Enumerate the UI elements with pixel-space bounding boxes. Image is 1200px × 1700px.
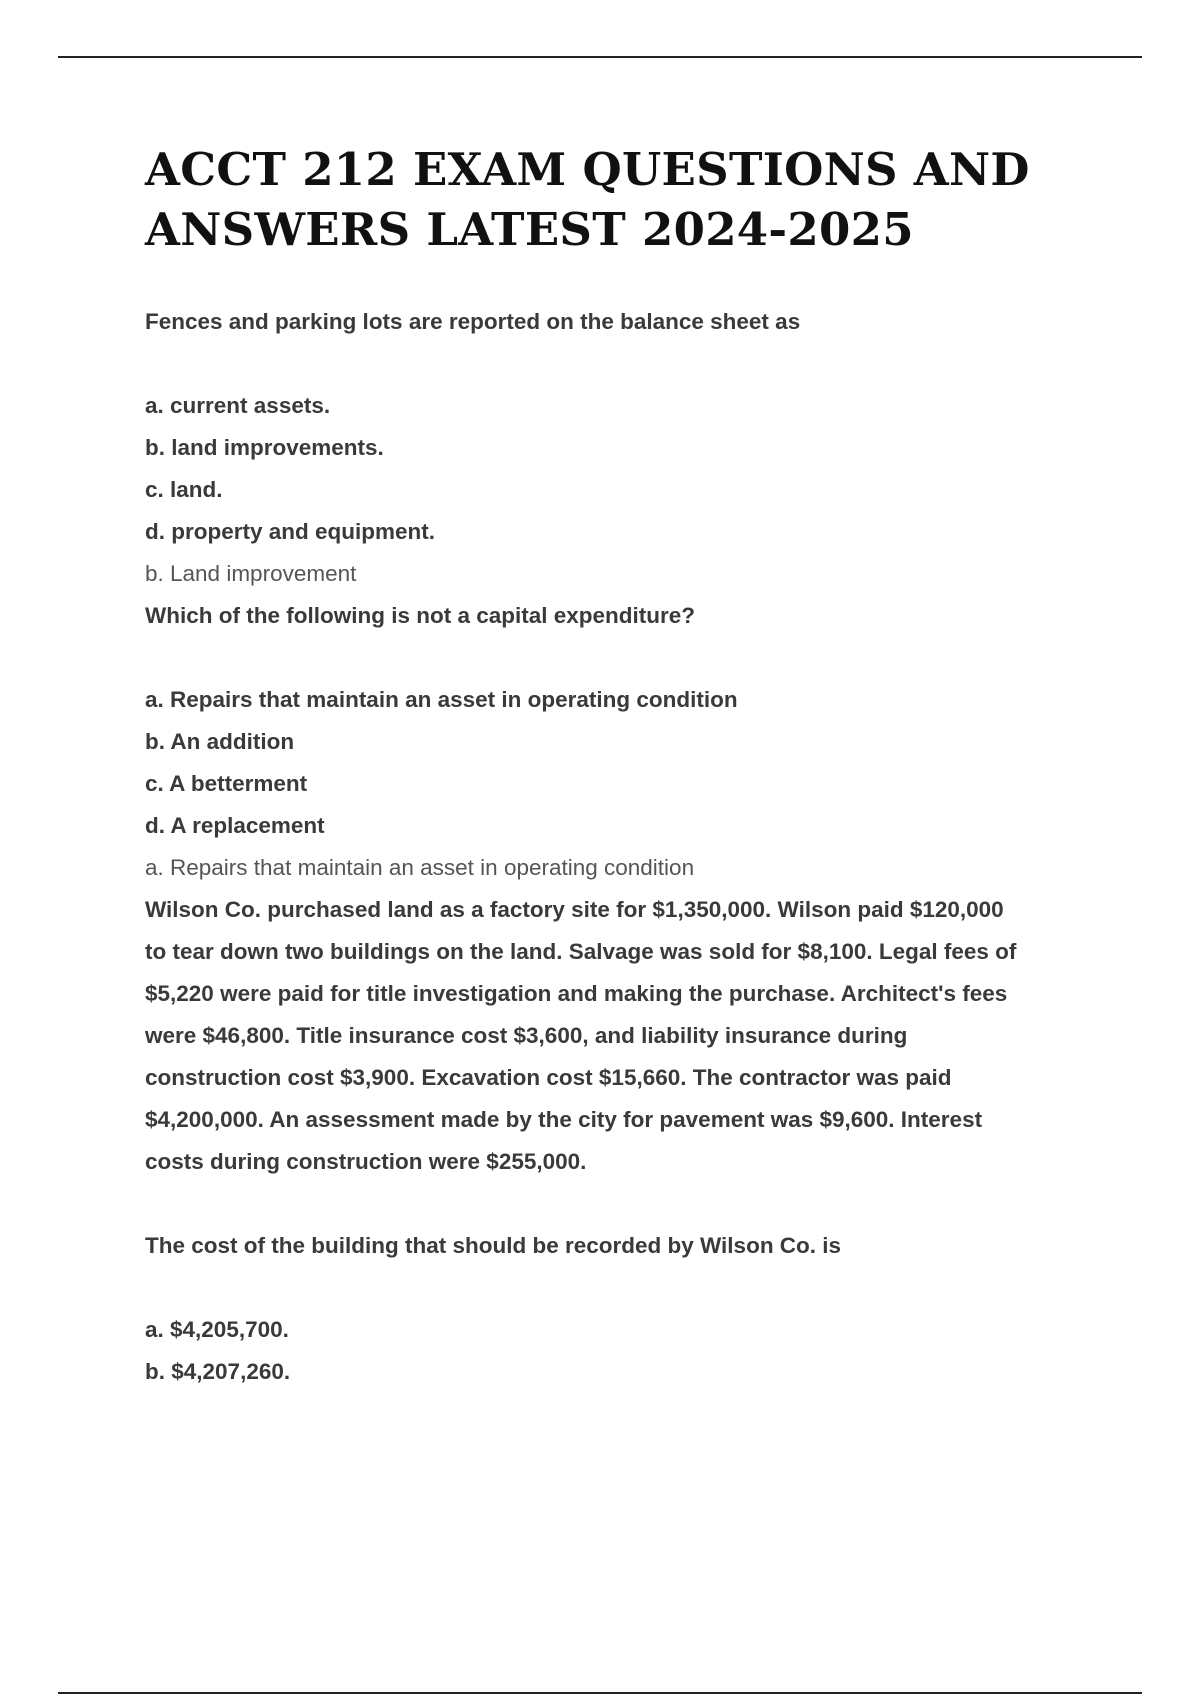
question-3-stem-line: Wilson Co. purchased land as a factory site for $1,350,000. Wilson paid $120,000 bbox=[145, 897, 1004, 922]
question-2-option-c: c. A betterment bbox=[145, 771, 308, 796]
title-line-1: ACCT 212 EXAM QUESTIONS AND bbox=[145, 143, 1030, 196]
header-rule bbox=[58, 56, 1142, 58]
question-2-text: Which of the following is not a capital expenditure? bbox=[145, 603, 696, 628]
spacer bbox=[145, 637, 1105, 679]
question-3-stem-line: $5,220 were paid for title investigation and making the purchase. Architect's fees bbox=[145, 981, 1008, 1006]
footer-rule bbox=[58, 1692, 1142, 1694]
question-2-option-b: b. An addition bbox=[145, 729, 295, 754]
question-3-option-a: a. $4,205,700. bbox=[145, 1317, 289, 1342]
spacer bbox=[145, 1183, 1105, 1225]
question-3-stem-line: costs during construction were $255,000. bbox=[145, 1149, 587, 1174]
title-line-2: ANSWERS LATEST 2024-2025 bbox=[145, 203, 914, 256]
spacer bbox=[145, 1267, 1105, 1309]
question-1-option-a: a. current assets. bbox=[145, 393, 331, 418]
spacer bbox=[145, 343, 1105, 385]
question-3-option-b: b. $4,207,260. bbox=[145, 1359, 291, 1384]
document-body bbox=[145, 140, 1105, 1393]
question-2-answer: a. Repairs that maintain an asset in operating condition bbox=[145, 855, 695, 880]
question-3-stem-line: to tear down two buildings on the land. Salvage was sold for $8,100. Legal fees of bbox=[145, 939, 1017, 964]
question-1-option-c: c. land. bbox=[145, 477, 223, 502]
question-3-stem-line: construction cost $3,900. Excavation cost $15,660. The contractor was paid bbox=[145, 1065, 952, 1090]
question-1-text: Fences and parking lots are reported on the balance sheet as bbox=[145, 309, 801, 334]
question-2-option-a: a. Repairs that maintain an asset in operating condition bbox=[145, 687, 738, 712]
question-2-option-d: d. A replacement bbox=[145, 813, 325, 838]
question-1-option-d: d. property and equipment. bbox=[145, 519, 436, 544]
question-3-stem-line: $4,200,000. An assessment made by the city for pavement was $9,600. Interest bbox=[145, 1107, 983, 1132]
question-1-answer: b. Land improvement bbox=[145, 561, 357, 586]
question-1-option-b: b. land improvements. bbox=[145, 435, 384, 460]
question-3-stem-line: were $46,800. Title insurance cost $3,600, and liability insurance during bbox=[145, 1023, 908, 1048]
question-3-text: The cost of the building that should be recorded by Wilson Co. is bbox=[145, 1233, 842, 1258]
document-title bbox=[145, 140, 1105, 260]
